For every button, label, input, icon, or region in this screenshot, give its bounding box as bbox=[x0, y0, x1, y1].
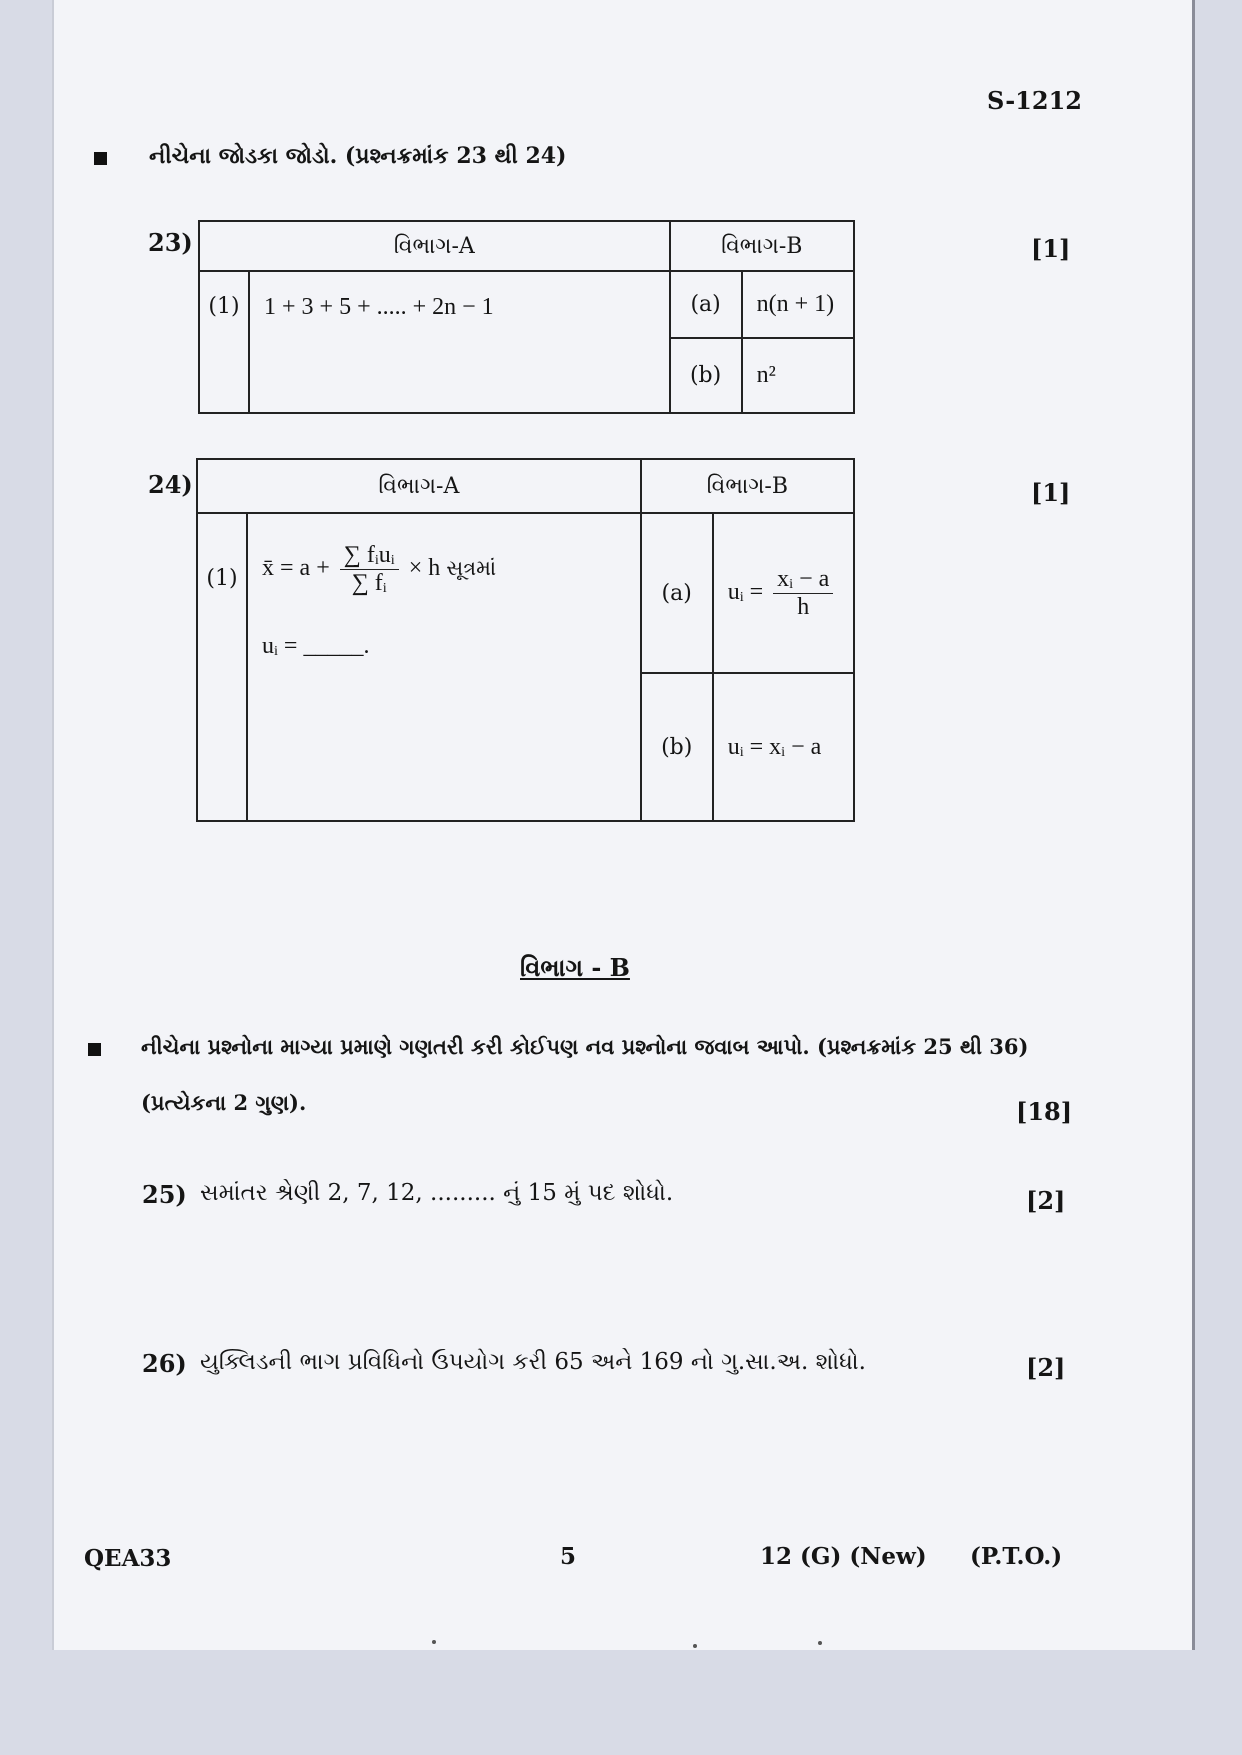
question-marks: [2] bbox=[1026, 1186, 1066, 1215]
question-text: યુક્લિડની ભાગ પ્રવિધિનો ઉપયોગ કરી 65 અને 169 નો ગુ.સા.અ. શોધો. bbox=[200, 1349, 866, 1375]
scan-speck bbox=[693, 1644, 697, 1648]
option-lhs: uᵢ = bbox=[727, 578, 764, 605]
fraction-numerator: xᵢ − a bbox=[773, 566, 833, 594]
option-label: (a) bbox=[641, 513, 713, 673]
column-b-header: વિભાગ-B bbox=[641, 459, 854, 513]
question-marks: [1] bbox=[1031, 234, 1071, 263]
formula-fraction bbox=[340, 542, 399, 597]
fraction-denominator: ∑ fᵢ bbox=[351, 570, 387, 596]
question-number: 26) bbox=[142, 1349, 187, 1378]
section-instruction: નીચેના પ્રશ્નોના માગ્યા પ્રમાણે ગણતરી કરી કોઈપણ નવ પ્રશ્નોના જવાબ આપો. (પ્રશ્નક્રમાંક 25 થી 36) bbox=[141, 1034, 1029, 1059]
page-code: S-1212 bbox=[987, 86, 1082, 115]
match-table-23 bbox=[198, 220, 855, 414]
footer-subject: 12 (G) (New) bbox=[760, 1543, 927, 1570]
option-expression: uᵢ = xᵢ − a bbox=[713, 673, 854, 821]
match-table-24 bbox=[196, 458, 855, 822]
formula-tail: × h bbox=[408, 555, 441, 582]
blank-expression: uᵢ = _____. bbox=[262, 633, 370, 659]
footer-pto: (P.T.O.) bbox=[970, 1543, 1063, 1570]
question-number: 24) bbox=[148, 470, 193, 499]
question-marks: [1] bbox=[1031, 478, 1071, 507]
option-fraction bbox=[773, 566, 833, 621]
bullet-marker bbox=[88, 1043, 101, 1056]
scan-speck bbox=[818, 1641, 822, 1645]
section-title: વિભાગ - B bbox=[520, 953, 630, 982]
footer-page-number: 5 bbox=[560, 1543, 577, 1570]
column-a-header: વિભાગ-A bbox=[197, 459, 641, 513]
item-expression: 1 + 3 + 5 + ..... + 2n − 1 bbox=[249, 271, 670, 413]
exam-page bbox=[52, 0, 1195, 1650]
question-number: 25) bbox=[142, 1180, 187, 1209]
bullet-marker bbox=[94, 152, 107, 165]
option-expression bbox=[713, 513, 854, 673]
formula-lhs: x̄ = a + bbox=[262, 555, 330, 582]
column-a-header: વિભાગ-A bbox=[199, 221, 670, 271]
option-label: (b) bbox=[670, 338, 742, 413]
fraction-denominator: h bbox=[797, 593, 810, 620]
section-total-marks: [18] bbox=[1016, 1097, 1073, 1126]
question-number: 23) bbox=[148, 228, 193, 257]
item-formula bbox=[247, 513, 641, 821]
option-expression: n² bbox=[742, 338, 854, 413]
fraction-numerator: ∑ fᵢuᵢ bbox=[340, 542, 399, 570]
item-label: (1) bbox=[197, 513, 247, 821]
scan-speck bbox=[432, 1640, 436, 1644]
section-instruction-marks-note: (પ્રત્યેકના 2 ગુણ). bbox=[141, 1090, 307, 1115]
option-expression: n(n + 1) bbox=[742, 271, 854, 338]
item-label: (1) bbox=[199, 271, 249, 413]
column-b-header: વિભાગ-B bbox=[670, 221, 854, 271]
matching-instruction: નીચેના જોડકા જોડો. (પ્રશ્નક્રમાંક 23 થી 24) bbox=[149, 143, 567, 169]
question-text: સમાંતર શ્રેણી 2, 7, 12, ......... નું 15 મું પદ શોધો. bbox=[200, 1180, 674, 1206]
formula-suffix: સૂત્રમાં bbox=[446, 556, 497, 581]
footer-code: QEA33 bbox=[84, 1545, 172, 1572]
question-marks: [2] bbox=[1026, 1353, 1066, 1382]
option-label: (a) bbox=[670, 271, 742, 338]
option-label: (b) bbox=[641, 673, 713, 821]
